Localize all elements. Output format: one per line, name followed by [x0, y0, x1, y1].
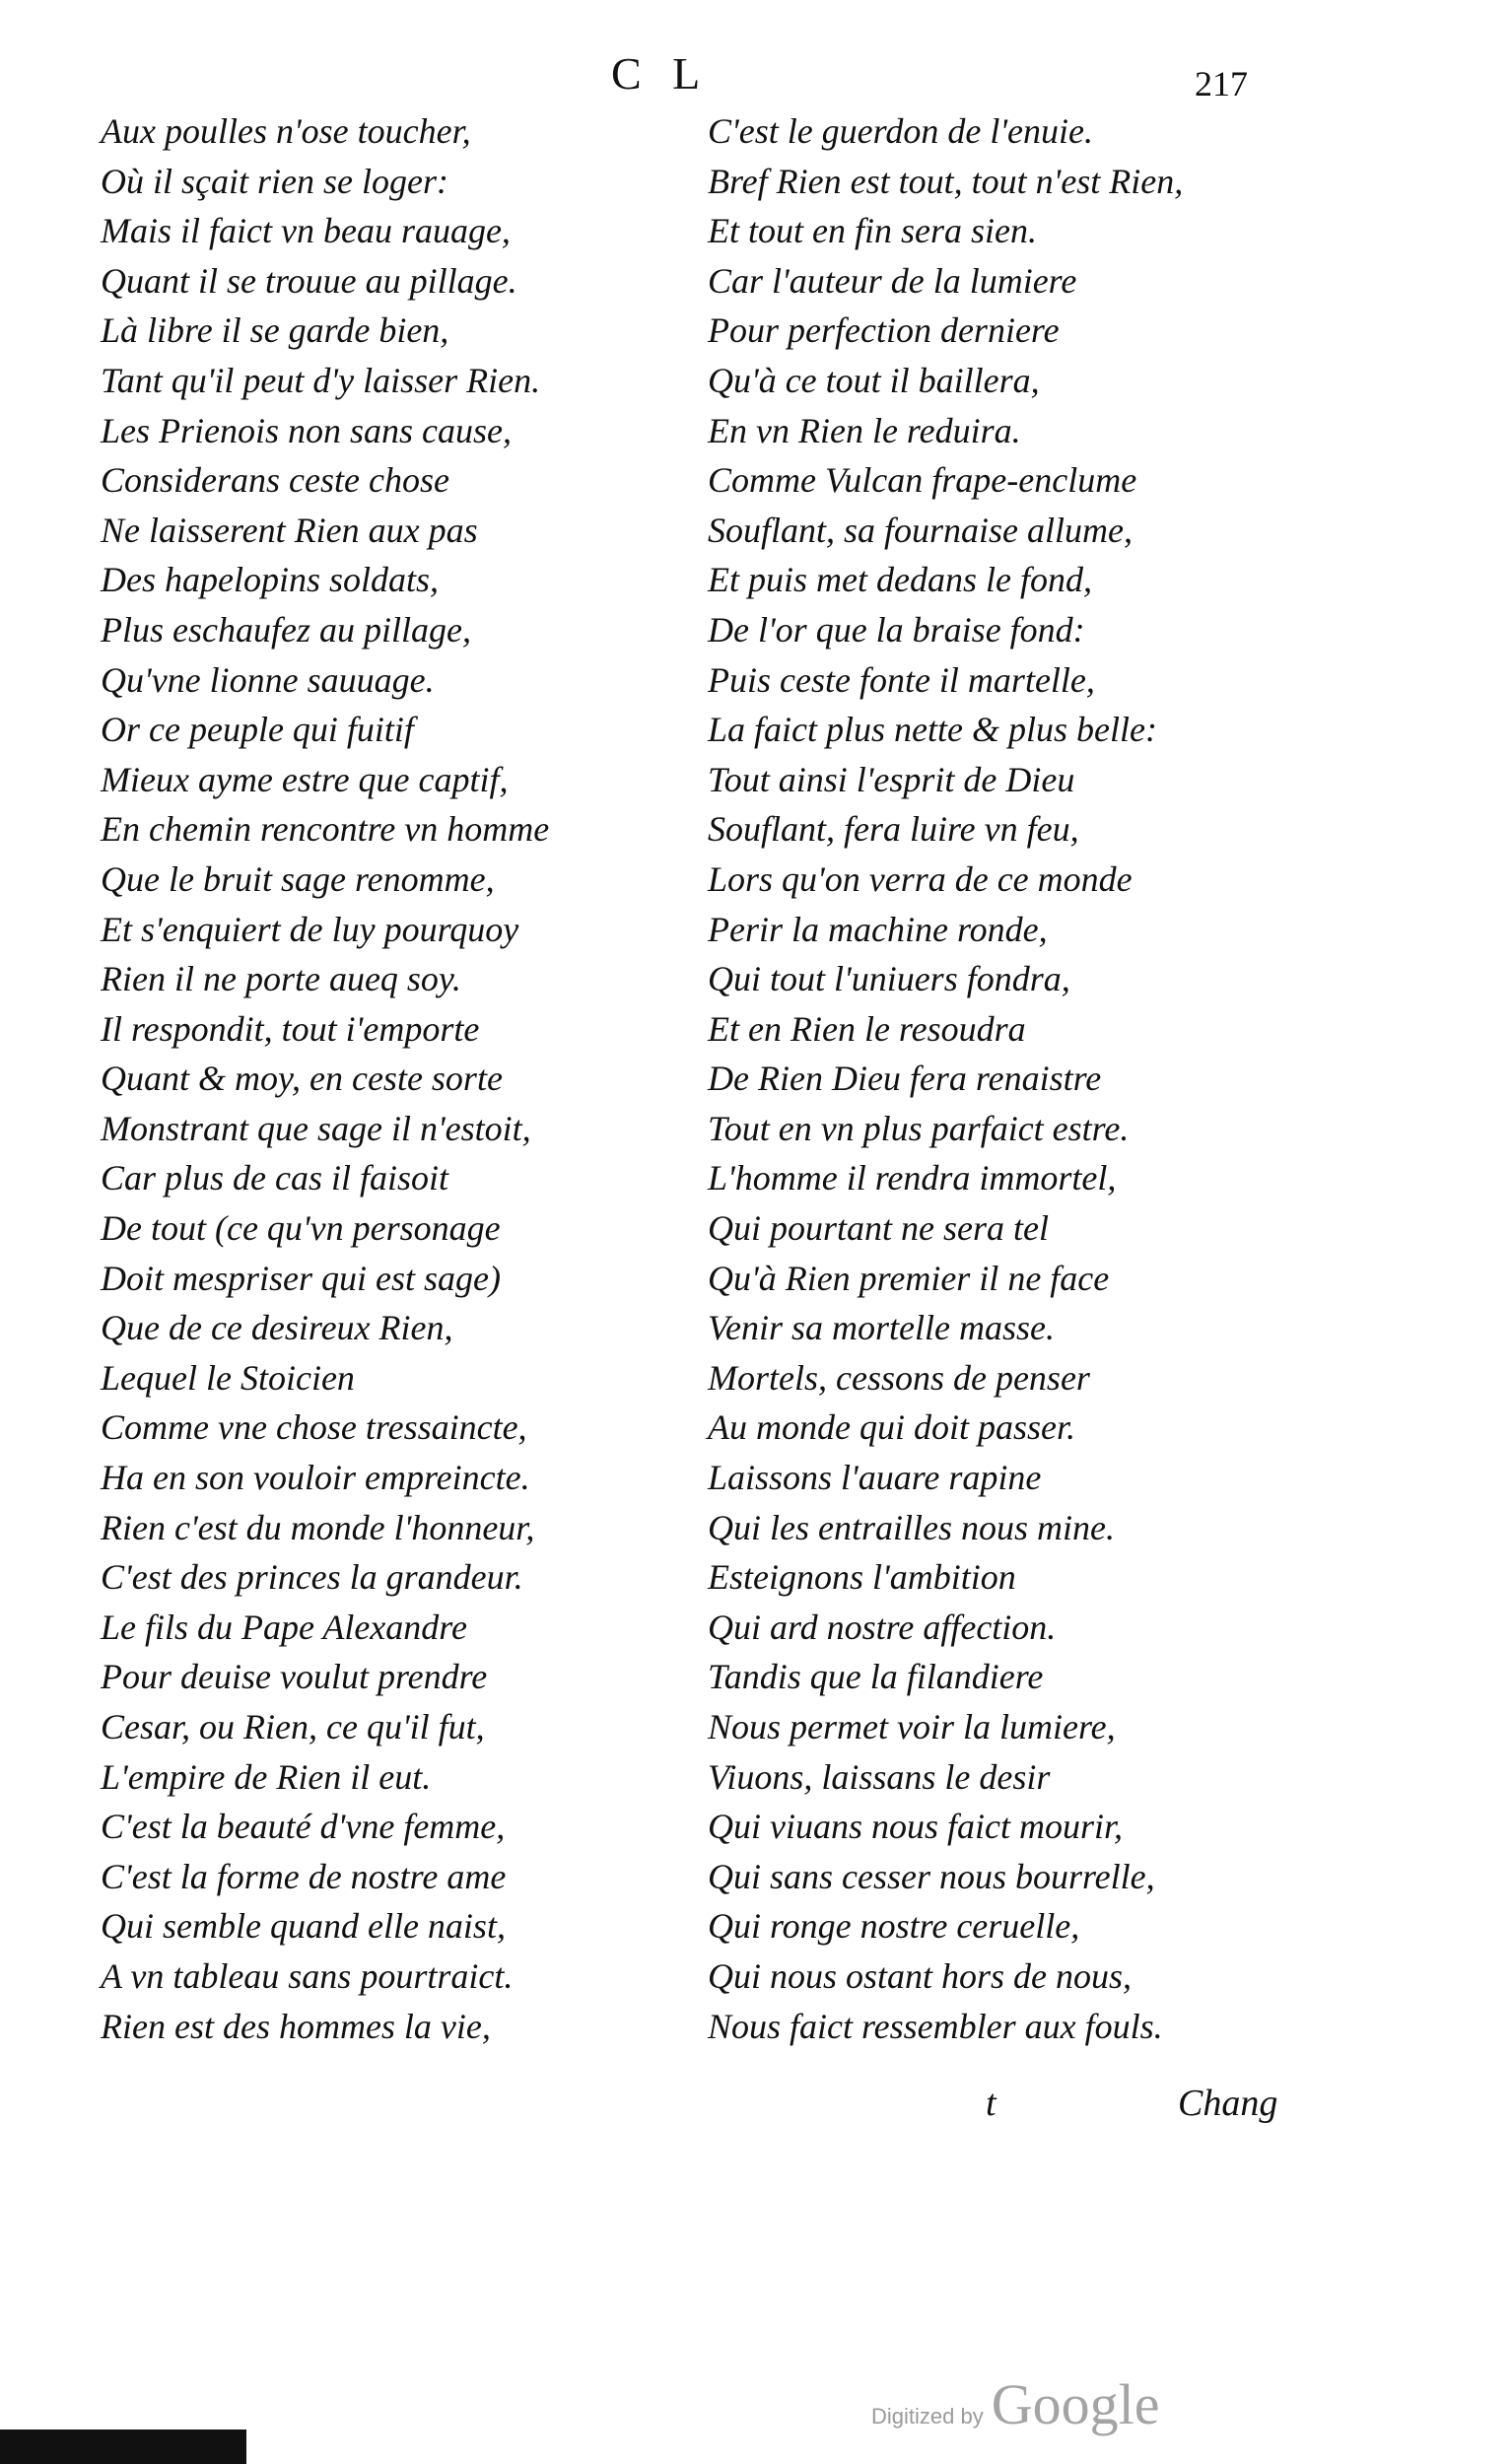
verse-line: A vn tableau sans pourtraict.	[101, 1955, 514, 1996]
verse-line: Qu'à ce tout il baillera,	[708, 360, 1040, 400]
verse-line: Qui semble quand elle naist,	[101, 1906, 506, 1947]
verse-line: C'est la forme de nostre ame	[101, 1856, 507, 1896]
verse-line: Mieux ayme estre que captif,	[101, 759, 509, 799]
verse-line: Pour deuise voulut prendre	[101, 1657, 488, 1697]
verse-line: Lequel le Stoicien	[101, 1357, 355, 1398]
verse-line: Souflant, sa fournaise allume,	[708, 510, 1133, 550]
verse-line: Qu'vne lionne sauuage.	[101, 659, 435, 700]
page-number: 217	[1195, 64, 1248, 103]
verse-line: Car l'auteur de la lumiere	[708, 260, 1077, 301]
verse-line: En chemin rencontre vn homme	[101, 809, 550, 850]
verse-line: Et en Rien le resoudra	[708, 1008, 1026, 1049]
verse-line: Qu'à Rien premier il ne face	[708, 1258, 1110, 1298]
verse-line: Doit mespriser qui est sage)	[101, 1258, 501, 1298]
verse-line: De tout (ce qu'vn personage	[101, 1208, 501, 1249]
verse-line: Et s'enquiert de luy pourquoy	[101, 909, 519, 949]
verse-line: Or ce peuple qui fuitif	[101, 710, 414, 750]
right-verse-column	[708, 106, 1319, 2051]
verse-line: Qui ronge nostre ceruelle,	[708, 1906, 1080, 1947]
verse-line: Mais il faict vn beau rauage,	[101, 211, 511, 251]
verse-line: Rien c'est du monde l'honneur,	[101, 1507, 535, 1547]
verse-line: Laissons l'auare rapine	[708, 1458, 1042, 1498]
verse-line: Comme vne chose tressaincte,	[101, 1407, 527, 1448]
digitization-watermark	[871, 2371, 1159, 2437]
verse-line: Nous faict ressembler aux fouls.	[708, 2006, 1163, 2046]
verse-line: Rien il ne porte aueq soy.	[101, 959, 461, 999]
verse-line: Au monde qui doit passer.	[708, 1407, 1075, 1448]
verse-line: Mortels, cessons de penser	[708, 1357, 1090, 1398]
verse-line: Tant qu'il peut d'y laisser Rien.	[101, 360, 541, 400]
verse-line: Que de ce desireux Rien,	[101, 1308, 453, 1348]
verse-line: Où il sçait rien se loger:	[101, 161, 448, 201]
signature-mark: t	[986, 2083, 997, 2124]
verse-line: Tout ainsi l'esprit de Dieu	[708, 759, 1075, 799]
verse-line: Quant il se trouue au pillage.	[101, 260, 517, 301]
verse-line: Qui viuans nous faict mourir,	[708, 1807, 1124, 1847]
verse-line: Qui les entrailles nous mine.	[708, 1507, 1115, 1547]
verse-line: C'est la beauté d'vne femme,	[101, 1807, 506, 1847]
verse-line: Lors qu'on verra de ce monde	[708, 858, 1133, 899]
verse-line: La faict plus nette & plus belle:	[708, 710, 1157, 750]
verse-line: De Rien Dieu fera renaistre	[708, 1059, 1102, 1099]
verse-line: Ha en son vouloir empreincte.	[101, 1458, 530, 1498]
verse-line: Le fils du Pape Alexandre	[101, 1607, 467, 1647]
verse-line: Rien est des hommes la vie,	[101, 2006, 491, 2046]
catchword: Chang	[1178, 2083, 1278, 2124]
verse-line: Car plus de cas il faisoit	[101, 1158, 449, 1198]
verse-line: Aux poulles n'ose toucher,	[101, 111, 471, 151]
verse-line: Viuons, laissans le desir	[708, 1756, 1051, 1797]
verse-line: Venir sa mortelle masse.	[708, 1308, 1055, 1348]
verse-line: De l'or que la braise fond:	[708, 609, 1085, 650]
verse-line: Souflant, fera luire vn feu,	[708, 809, 1079, 850]
verse-line: Et puis met dedans le fond,	[708, 560, 1092, 600]
verse-line: Monstrant que sage il n'estoit,	[101, 1108, 531, 1148]
verse-line: Il respondit, tout i'emporte	[101, 1008, 480, 1049]
scan-edge-shadow	[0, 2430, 246, 2464]
verse-line: Qui tout l'uniuers fondra,	[708, 959, 1070, 999]
verse-line: Comme Vulcan frape-enclume	[708, 460, 1137, 501]
verse-line: Plus eschaufez au pillage,	[101, 609, 471, 650]
verse-line: Pour perfection derniere	[708, 310, 1060, 351]
verse-line: Nous permet voir la lumiere,	[708, 1707, 1116, 1746]
verse-line: Qui ard nostre affection.	[708, 1607, 1057, 1647]
verse-line: Considerans ceste chose	[101, 460, 449, 501]
verse-line: Tout en vn plus parfaict estre.	[708, 1108, 1130, 1148]
left-verse-column	[101, 106, 692, 2051]
verse-line: Puis ceste fonte il martelle,	[708, 659, 1095, 700]
verse-line: L'empire de Rien il eut.	[101, 1756, 432, 1797]
running-head-signature: C L	[611, 48, 711, 99]
verse-line: L'homme il rendra immortel,	[708, 1158, 1117, 1198]
verse-line: En vn Rien le reduira.	[708, 410, 1021, 450]
verse-line: Qui sans cesser nous bourrelle,	[708, 1856, 1155, 1896]
verse-line: Les Prienois non sans cause,	[101, 410, 512, 450]
verse-line: Esteignons l'ambition	[708, 1557, 1016, 1598]
verse-line: Cesar, ou Rien, ce qu'il fut,	[101, 1707, 485, 1746]
verse-line: Quant & moy, en ceste sorte	[101, 1059, 503, 1099]
verse-line: Qui nous ostant hors de nous,	[708, 1955, 1133, 1996]
verse-line: C'est des princes la grandeur.	[101, 1557, 523, 1598]
verse-line: C'est le guerdon de l'enuie.	[708, 111, 1093, 151]
verse-line: Ne laisserent Rien aux pas	[101, 510, 478, 550]
verse-line: Bref Rien est tout, tout n'est Rien,	[708, 161, 1184, 201]
verse-line: Là libre il se garde bien,	[101, 310, 449, 351]
digitized-by-label: Digitized by	[871, 2404, 984, 2429]
verse-line: Perir la machine ronde,	[708, 909, 1048, 949]
verse-line: Qui pourtant ne sera tel	[708, 1208, 1049, 1249]
verse-line: Des hapelopins soldats,	[101, 560, 440, 600]
verse-line: Tandis que la filandiere	[708, 1657, 1044, 1697]
google-logo: Google	[991, 2372, 1160, 2436]
verse-line: Et tout en fin sera sien.	[708, 211, 1037, 251]
verse-line: Que le bruit sage renomme,	[101, 858, 495, 899]
